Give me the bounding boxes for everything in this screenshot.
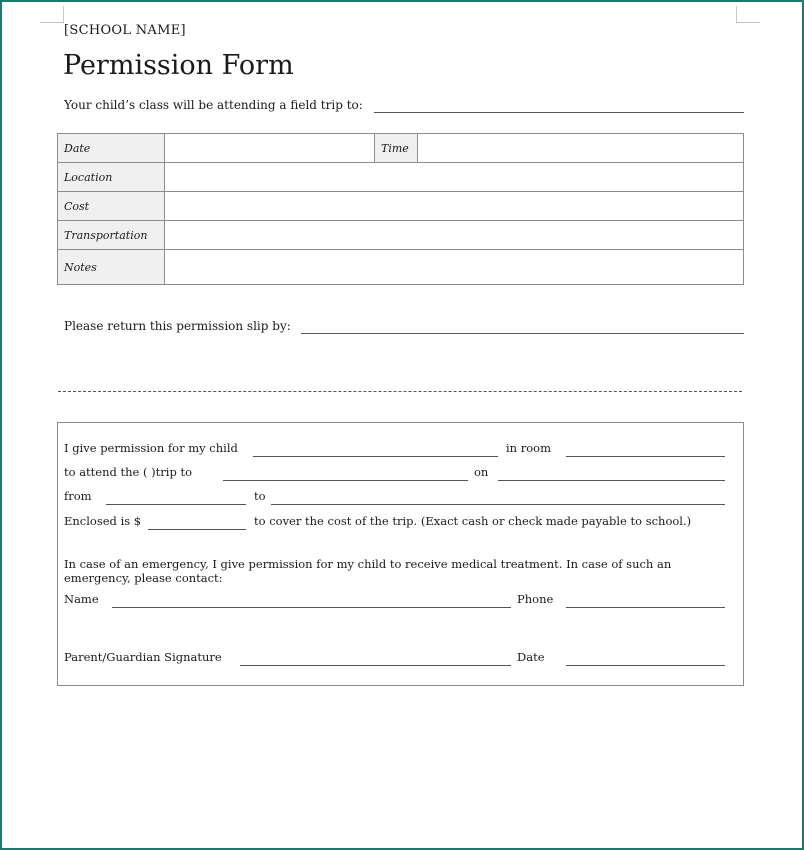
contact-name-line[interactable]	[112, 607, 511, 608]
transportation-label: Transportation	[58, 221, 165, 250]
to-label: to	[254, 489, 266, 503]
trip-date-line[interactable]	[498, 480, 725, 481]
margin-mark-top-right-vertical	[736, 6, 737, 23]
cut-line	[58, 391, 742, 392]
margin-mark-top-left-vertical	[63, 6, 64, 23]
child-name-line[interactable]	[253, 456, 498, 457]
contact-phone-label: Phone	[517, 592, 554, 606]
margin-mark-top-left	[40, 22, 64, 23]
enclosed-amount-line[interactable]	[148, 529, 246, 530]
room-label: in room	[506, 441, 551, 455]
location-label: Location	[58, 163, 165, 192]
school-name[interactable]: [SCHOOL NAME]	[64, 23, 186, 38]
transportation-cell[interactable]	[165, 221, 744, 250]
page-title[interactable]: Permission Form	[63, 50, 294, 81]
field-trip-destination-line[interactable]	[374, 112, 744, 113]
signature-date-label: Date	[517, 650, 545, 664]
emergency-text: In case of an emergency, I give permission for my child to receive medical treatment. In case of such an emergency, please contact:	[64, 557, 672, 585]
cost-label: Cost	[58, 192, 165, 221]
from-label: from	[64, 489, 92, 503]
date-label: Date	[58, 134, 165, 163]
attend-trip-label: to attend the ( )trip to	[64, 465, 193, 479]
margin-mark-top-right	[736, 22, 760, 23]
room-line[interactable]	[566, 456, 725, 457]
signature-line[interactable]	[240, 665, 511, 666]
contact-name-label: Name	[64, 592, 99, 606]
return-by-label: Please return this permission slip by:	[64, 319, 291, 333]
date-cell[interactable]	[165, 134, 375, 163]
cover-cost-text: to cover the cost of the trip. (Exact cash or check made payable to school.)	[254, 514, 692, 528]
contact-phone-line[interactable]	[566, 607, 725, 608]
notes-label: Notes	[58, 250, 165, 285]
trip-details-table	[57, 133, 744, 285]
trip-destination-line[interactable]	[223, 480, 468, 481]
to-time-line[interactable]	[271, 504, 725, 505]
cost-cell[interactable]	[165, 192, 744, 221]
notes-cell[interactable]	[165, 250, 744, 285]
location-cell[interactable]	[165, 163, 744, 192]
enclosed-label: Enclosed is $	[64, 514, 142, 528]
signature-date-line[interactable]	[566, 665, 725, 666]
permission-slip	[57, 422, 744, 686]
on-label: on	[474, 465, 489, 479]
signature-label: Parent/Guardian Signature	[64, 650, 222, 664]
field-trip-label: Your child’s class will be attending a field trip to:	[64, 98, 363, 112]
time-cell[interactable]	[418, 134, 744, 163]
from-time-line[interactable]	[106, 504, 246, 505]
time-label: Time	[375, 134, 418, 163]
permission-label: I give permission for my child	[64, 441, 238, 455]
return-by-line[interactable]	[301, 333, 744, 334]
